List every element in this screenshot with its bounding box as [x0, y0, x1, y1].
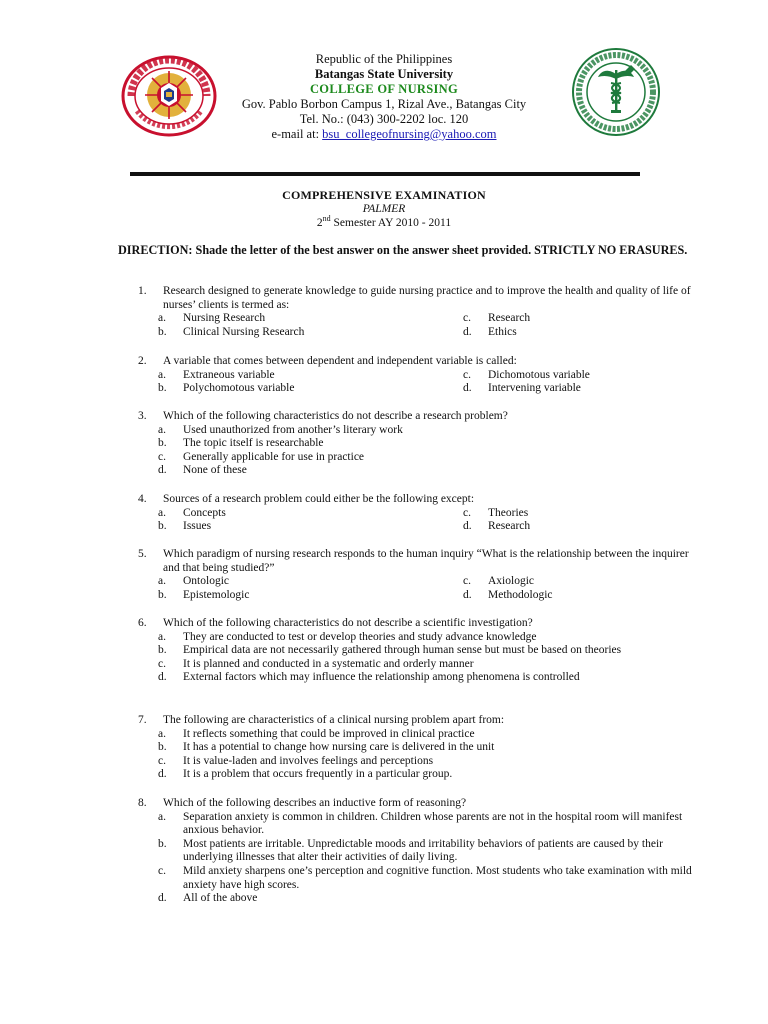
answer-options [158, 507, 698, 534]
answer-option [158, 424, 698, 438]
option-text: Most patients are irritable. Unpredictable moods and irritability behaviors of patients are caused by their underlying illnesses that alter their activities of daily living. [183, 837, 663, 864]
option-letter: a. [158, 630, 166, 643]
question [138, 410, 698, 478]
answer-option [158, 671, 698, 685]
answer-option [158, 892, 698, 906]
college-name: COLLEGE OF NURSING [309, 82, 458, 96]
option-text: Concepts [183, 506, 226, 519]
answer-option [463, 312, 693, 326]
option-text: Research [488, 520, 531, 533]
answer-option [463, 326, 693, 340]
option-text: External factors which may influence the relationship among phenomena is controlled [183, 671, 580, 684]
option-letter: b. [158, 325, 167, 338]
answer-option [158, 644, 698, 658]
option-letter: a. [158, 368, 166, 381]
answer-options [158, 575, 698, 602]
option-letter: d. [158, 671, 167, 684]
question [138, 285, 698, 339]
answer-option [158, 768, 698, 782]
option-letter: c. [463, 368, 471, 381]
answer-option [158, 811, 698, 838]
option-text: Mild anxiety sharpens one’s perception and cognitive function. Most students who take examination with mild anxiety have high scores. [183, 864, 692, 891]
option-letter: a. [158, 727, 166, 740]
republic-line: Republic of the Philippines [315, 52, 453, 66]
college-of-nursing-logo [571, 47, 661, 137]
answer-option [463, 575, 693, 589]
nursing-seal-icon [571, 47, 661, 137]
email-line [150, 127, 618, 142]
exam-author: PALMER [362, 203, 406, 215]
answer-option [463, 382, 693, 396]
option-text: None of these [183, 464, 247, 477]
question [138, 355, 698, 396]
answer-option [158, 520, 463, 534]
option-letter: d. [463, 588, 472, 601]
answer-option [158, 369, 463, 383]
answer-option [158, 838, 698, 865]
question-stem: The following are characteristics of a clinical nursing problem apart from: [163, 714, 505, 726]
option-letter: c. [463, 506, 471, 519]
answer-option [158, 741, 698, 755]
option-letter: b. [158, 437, 167, 450]
question-number: 1. [138, 285, 147, 297]
question-stem: Research designed to generate knowledge to guide nursing practice and to improve the health and quality of life of nurses’ clients is termed as: [163, 285, 691, 311]
option-text: Dichomotous variable [488, 368, 590, 381]
option-letter: b. [158, 520, 167, 533]
option-letter: a. [158, 810, 166, 823]
option-letter: b. [158, 837, 167, 850]
option-letter: b. [158, 382, 167, 395]
option-letter: c. [158, 754, 166, 767]
question [138, 617, 698, 685]
option-letter: a. [158, 312, 166, 325]
answer-option [158, 382, 463, 396]
exam-title-block [150, 188, 618, 230]
option-letter: d. [158, 892, 167, 905]
option-text: It is planned and conducted in a systematic and orderly manner [183, 657, 474, 670]
question [138, 548, 698, 602]
answer-options [158, 631, 698, 685]
question-number: 2. [138, 355, 147, 367]
option-text: Ethics [488, 325, 517, 338]
question-stem: Which paradigm of nursing research responds to the human inquiry “What is the relationship between the inquirer and that being studied?” [163, 548, 689, 574]
option-text: Nursing Research [183, 312, 266, 325]
question-number: 6. [138, 617, 147, 629]
exam-semester: 2nd Semester AY 2010 - 2011 [316, 214, 452, 229]
question-number: 5. [138, 548, 147, 560]
option-text: Theories [488, 506, 529, 519]
header-divider [130, 172, 640, 176]
answer-option [158, 728, 698, 742]
answer-option [158, 451, 698, 465]
option-text: They are conducted to test or develop theories and study advance knowledge [183, 630, 537, 643]
option-text: Generally applicable for use in practice [183, 450, 365, 463]
question [138, 493, 698, 534]
answer-option [158, 575, 463, 589]
letterhead [150, 52, 618, 142]
option-letter: c. [463, 575, 471, 588]
option-letter: c. [158, 450, 166, 463]
answer-option [158, 631, 698, 645]
option-text: It has a potential to change how nursing care is delivered in the unit [183, 741, 495, 754]
telephone: Tel. No.: (043) 300-2202 loc. 120 [299, 112, 469, 126]
answer-options [158, 728, 698, 782]
option-letter: a. [158, 575, 166, 588]
answer-options [158, 424, 698, 478]
question-stem: Which of the following characteristics do not describe a research problem? [163, 410, 508, 422]
answer-option [158, 658, 698, 672]
option-text: Separation anxiety is common in children. Children whose parents are not in the hospital room will manifest anxious behavior. [183, 810, 683, 837]
option-text: Axiologic [488, 575, 534, 588]
answer-options [158, 312, 698, 339]
option-letter: b. [158, 644, 167, 657]
option-letter: d. [463, 325, 472, 338]
option-letter: c. [158, 657, 166, 670]
question-number: 3. [138, 410, 147, 422]
option-text: It is a problem that occurs frequently in a particular group. [183, 768, 453, 781]
option-text: Research [488, 312, 531, 325]
email-label: e-mail at: [271, 127, 320, 141]
answer-option [158, 507, 463, 521]
email-link[interactable]: bsu_collegeofnursing@yahoo.com [322, 127, 497, 141]
option-letter: d. [463, 520, 472, 533]
answer-options [158, 369, 698, 396]
option-text: All of the above [183, 892, 258, 905]
answer-option [158, 589, 463, 603]
option-text: It reflects something that could be improved in clinical practice [183, 727, 475, 740]
exam-direction: DIRECTION: Shade the letter of the best answer on the answer sheet provided. STRICTLY NO ERASURES. [118, 243, 688, 257]
answer-option [463, 520, 693, 534]
question-stem: Sources of a research problem could either be the following except: [163, 493, 475, 505]
option-text: Issues [183, 520, 212, 533]
question-number: 8. [138, 797, 147, 809]
option-text: Extraneous variable [183, 368, 275, 381]
answer-option [158, 865, 698, 892]
answer-option [158, 437, 698, 451]
answer-option [158, 464, 698, 478]
answer-option [463, 589, 693, 603]
option-text: Used unauthorized from another’s literary work [183, 423, 403, 436]
answer-option [463, 369, 693, 383]
question-stem: Which of the following characteristics do not describe a scientific investigation? [163, 617, 533, 629]
exam-title: COMPREHENSIVE EXAMINATION [282, 188, 486, 202]
option-letter: c. [463, 312, 471, 325]
question [138, 797, 698, 906]
option-text: Ontologic [183, 575, 229, 588]
option-text: It is value-laden and involves feelings and perceptions [183, 754, 434, 767]
option-text: Empirical data are not necessarily gathered through human sense but must be based on theories [183, 644, 622, 657]
question [138, 714, 698, 782]
option-letter: b. [158, 741, 167, 754]
option-letter: a. [158, 506, 166, 519]
question-stem: Which of the following describes an inductive form of reasoning? [163, 797, 467, 809]
question-stem: A variable that comes between dependent and independent variable is called: [163, 355, 517, 367]
option-letter: d. [463, 382, 472, 395]
answer-option [158, 755, 698, 769]
option-letter: d. [158, 464, 167, 477]
option-text: Intervening variable [488, 382, 581, 395]
option-letter: b. [158, 588, 167, 601]
question-number: 4. [138, 493, 147, 505]
answer-option [463, 507, 693, 521]
option-letter: c. [158, 864, 166, 877]
answer-options [158, 811, 698, 906]
question-number: 7. [138, 714, 147, 726]
answer-option [158, 312, 463, 326]
option-text: Polychomotous variable [183, 382, 295, 395]
campus-address: Gov. Pablo Borbon Campus 1, Rizal Ave., Batangas City [241, 97, 527, 111]
option-text: The topic itself is researchable [183, 437, 324, 450]
university-name: Batangas State University [314, 67, 454, 81]
option-letter: d. [158, 768, 167, 781]
answer-option [158, 326, 463, 340]
option-text: Methodologic [488, 588, 553, 601]
option-text: Clinical Nursing Research [183, 325, 305, 338]
option-letter: a. [158, 423, 166, 436]
option-text: Epistemologic [183, 588, 250, 601]
